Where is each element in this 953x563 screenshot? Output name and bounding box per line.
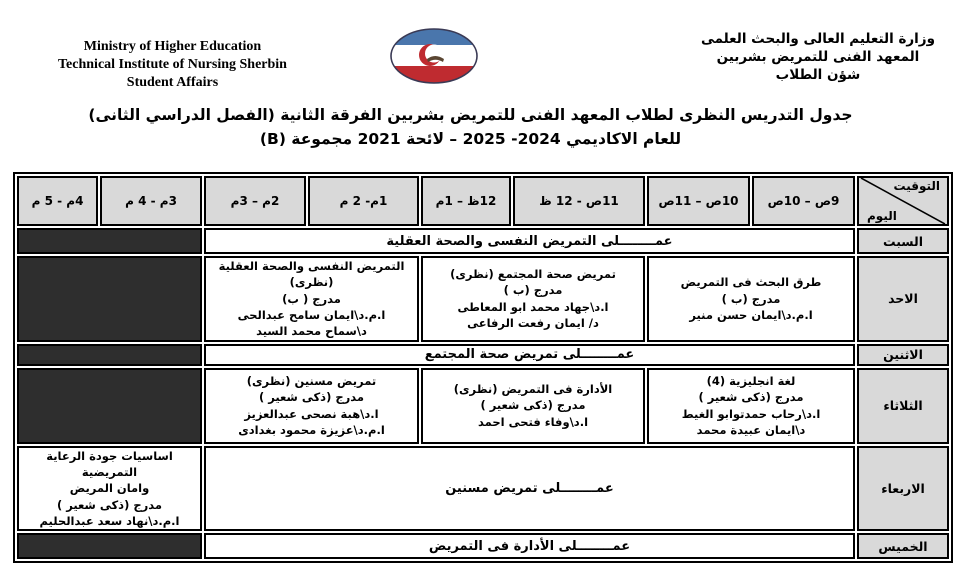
header-arabic-block: [701, 30, 935, 85]
header-arabic-line: شؤن الطلاب: [775, 67, 861, 84]
blocked-cell: [17, 344, 202, 366]
schedule-title: [0, 103, 941, 153]
time-slot-header: 4م - 5 م: [17, 176, 98, 226]
day-cell: الاثنين: [857, 344, 949, 366]
course-line: د\ايمان عبيدة محمد: [696, 422, 806, 437]
course-line: د\سماح محمد السيد: [256, 324, 367, 339]
day-cell: الثلاثاء: [857, 368, 949, 444]
blocked-cell: [17, 533, 202, 559]
day-cell: الاربعاء: [857, 446, 949, 532]
course-line: ا.د\جهاد محمد ابو المعاطى: [457, 299, 609, 314]
course-line: مدرج (ب ): [721, 291, 781, 306]
blocked-cell: [17, 256, 202, 342]
course-line: لغة انجليزية (4): [706, 373, 796, 388]
time-slot-header: 2م – 3م: [204, 176, 306, 226]
course-line: مدرج (ذكى شعير ): [56, 497, 163, 512]
course-line: ا.د\رحاب حمدتوابو الغيط: [681, 406, 821, 421]
practical-session-cell: عمــــــــلى تمريض مسنين: [204, 446, 855, 532]
schedule-title-line1: جدول التدريس النظرى لطلاب المعهد الفنى للتمريض بشربين الفرقة الثانية (الفصل الدراسي الثانى): [88, 105, 853, 124]
time-slot-header: 11ص - 12 ظ: [513, 176, 645, 226]
time-slot-header: 3م - 4 م: [100, 176, 202, 226]
course-line: اساسيات جودة الرعاية التمريضية: [46, 448, 173, 479]
practical-session-cell: عمــــــــلى الأدارة فى التمريض: [204, 533, 855, 559]
course-line: الأدارة فى التمريض (نظرى): [453, 382, 613, 397]
course-line: د/ ايمان رفعت الرفاعى: [467, 316, 599, 331]
course-line: ا.م.د\ايمان حسن منير: [689, 307, 813, 322]
course-line: مدرج (ذكى شعير ): [698, 390, 804, 405]
header-arabic-line: وزارة التعليم العالى والبحث العلمى: [700, 31, 935, 47]
course-line: مدرج (ذكى شعير ): [258, 390, 365, 405]
course-line: ا.م.د\عزيزة محمود بغدادى: [238, 422, 385, 437]
course-cell: [421, 368, 645, 444]
course-line: ا.م.د\ايمان سامح عبدالحى: [237, 307, 386, 322]
schedule-title-line2: للعام الاكاديمي 2024- 2025 – لائحة 2021 مجموعة (B): [259, 130, 682, 149]
schedule-table: [13, 172, 953, 563]
institute-logo: [389, 26, 479, 90]
time-slot-header: 9ص – 10ص: [752, 176, 855, 226]
blocked-cell: [17, 368, 202, 444]
course-line: طرق البحث فى التمريض: [680, 275, 822, 290]
corner-day-time-cell: [857, 176, 949, 226]
course-line: مدرج ( ب): [282, 291, 341, 306]
day-cell: الخميس: [857, 533, 949, 559]
course-line: التمريض النفسى والصحة العقلية (نظرى): [218, 259, 405, 290]
blocked-cell: [17, 228, 202, 254]
time-slot-header: 12ظ – 1م: [421, 176, 511, 226]
corner-label-day: اليوم: [867, 209, 897, 223]
practical-session-cell: عمــــــــلى التمريض النفسى والصحة العقلية: [204, 228, 855, 254]
course-cell: [421, 256, 645, 342]
day-cell: الاحد: [857, 256, 949, 342]
course-line: مدرج (ب ): [503, 283, 563, 298]
course-cell: [647, 256, 855, 342]
time-slot-header: 10ص – 11ص: [647, 176, 750, 226]
day-cell: السبت: [857, 228, 949, 254]
course-line: ا.د\وفاء فتحى احمد: [477, 414, 589, 429]
institute-logo-icon: [389, 26, 479, 86]
course-cell: [17, 446, 202, 532]
course-line: تمريض مسنين (نظرى): [246, 373, 377, 388]
course-cell: [204, 368, 419, 444]
header-english-block: [58, 38, 287, 93]
course-line: ا.م.د\نهاد سعد عبدالحليم: [39, 513, 180, 528]
corner-diagonal: [861, 178, 945, 224]
course-cell: [204, 256, 419, 342]
header-arabic-line: المعهد الفنى للتمريض بشربين: [716, 49, 920, 66]
course-cell: [647, 368, 855, 444]
corner-label-time: التوقيت: [893, 179, 940, 193]
course-line: ا.د\هبة نصحى عبدالعزيز: [244, 406, 379, 421]
course-line: وامان المريض: [69, 481, 150, 496]
course-line: مدرج (ذكى شعير ): [480, 398, 586, 413]
time-slot-header: 1م- 2 م: [308, 176, 419, 226]
header-english-line: Student Affairs: [126, 75, 219, 91]
header-english-line: Technical Institute of Nursing Sherbin: [58, 57, 287, 73]
practical-session-cell: عمــــــــلى تمريض صحة المجتمع: [204, 344, 855, 366]
course-line: تمريض صحة المجتمع (نظرى): [450, 267, 616, 282]
document-header: [0, 0, 941, 93]
header-english-line: Ministry of Higher Education: [83, 39, 262, 54]
